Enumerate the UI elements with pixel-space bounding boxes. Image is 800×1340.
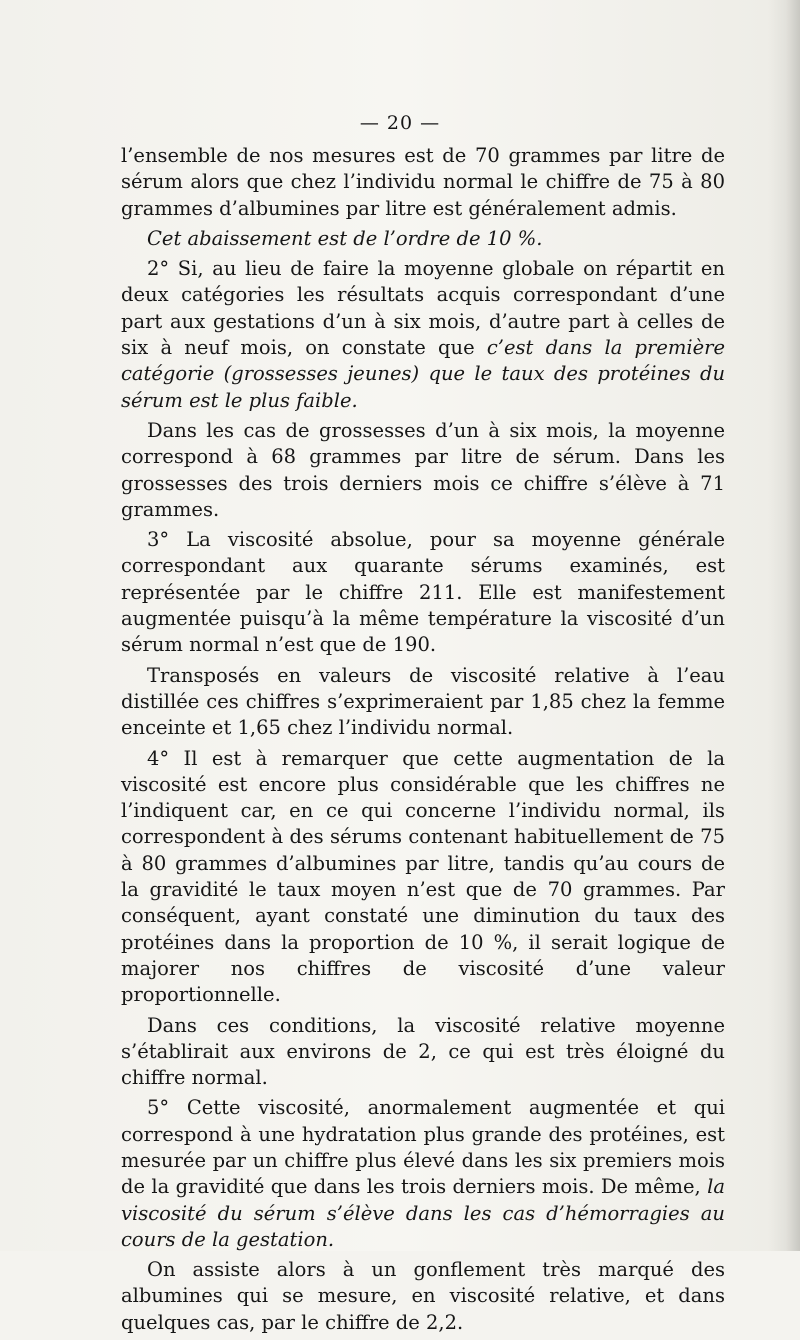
paragraph-8-text: Dans ces conditions, la viscosité relative moyenne s’établirait aux environs de 2, ce qui est très éloigné du chiffre normal. bbox=[121, 1013, 725, 1090]
body-text bbox=[121, 143, 725, 1340]
paragraph-9-text: 5° Cette viscosité, anormalement augmentée et qui correspond à une hydratation plus grande des protéines, est mesurée par un chiffre plus élevé dans les six premiers mois de la gravidité que dans les trois derniers mois. De même, bbox=[121, 1096, 725, 1199]
paragraph-9 bbox=[121, 1095, 725, 1253]
paragraph-4 bbox=[121, 418, 725, 523]
paragraph-1-text: l’ensemble de nos mesures est de 70 grammes par litre de sérum alors que chez l’individu normal le chiffre de 75 à 80 grammes d’albumines par litre est généralement admis. bbox=[121, 144, 725, 220]
paragraph-3-text: 2° Si, au lieu de faire la moyenne globale on répartit en deux catégories les résultats acquis correspondant d’une part aux gestations d’un à six mois, d’autre part à celles de six à neuf mois, on constate que bbox=[121, 257, 725, 360]
paragraph-2 bbox=[121, 226, 725, 252]
paragraph-8 bbox=[121, 1013, 725, 1092]
paragraph-6 bbox=[121, 663, 725, 742]
paragraph-4-text: Dans les cas de grossesses d’un à six mois, la moyenne correspond à 68 grammes par litre de sérum. Dans les grossesses des trois derniers mois ce chiffre s’élève à 71 grammes. bbox=[121, 418, 725, 521]
paragraph-3-italic: c’est dans la première catégorie (grossesses jeunes) que le taux des protéines du sérum est le plus faible. bbox=[121, 336, 726, 412]
paragraph-7 bbox=[121, 746, 725, 1009]
paragraph-10 bbox=[121, 1257, 725, 1336]
paragraph-5 bbox=[121, 527, 725, 658]
paragraph-5-text: 3° La viscosité absolue, pour sa moyenne générale correspondant aux quarante sérums examinés, est représentée par le chiffre 211. Elle est manifestement augmentée puisqu’à la même température la viscosité d’un sérum normal n’est que de 190. bbox=[121, 528, 725, 657]
paragraph-7-text: 4° Il est à remarquer que cette augmentation de la viscosité est encore plus considérable que les chiffres ne l’indiquent car, en ce qui concerne l’individu normal, ils correspondent à des sérums contenant habituellement de 75 à 80 grammes d’albumines par litre, tandis qu’au cours de la gravidité le taux moyen n’est que de 70 grammes. Par conséquent, ayant constaté une diminution du taux des protéines dans la proportion de 10 %, il serait logique de majorer nos chiffres de viscosité d’une valeur proportionnelle. bbox=[121, 746, 725, 1007]
paragraph-10-text: On assiste alors à un gonflement très marqué des albumines qui se mesure, en viscosité relative, et dans quelques cas, par le chiffre de 2,2. bbox=[121, 1258, 725, 1334]
paragraph-3 bbox=[121, 256, 725, 414]
paragraph-6-text: Transposés en valeurs de viscosité relative à l’eau distillée ces chiffres s’exprimeraient par 1,85 chez la femme enceinte et 1,65 chez l’individu normal. bbox=[121, 663, 725, 740]
page-number: — 20 — bbox=[359, 112, 441, 134]
paragraph-9-italic: la viscosité du sérum s’élève dans les cas d’hémorragies au cours de la gestation. bbox=[121, 1175, 725, 1251]
paragraph-1 bbox=[121, 143, 725, 222]
paragraph-2-italic: Cet abaissement est de l’ordre de 10 %. bbox=[147, 226, 543, 250]
page-edge-shadow bbox=[786, 0, 800, 1251]
